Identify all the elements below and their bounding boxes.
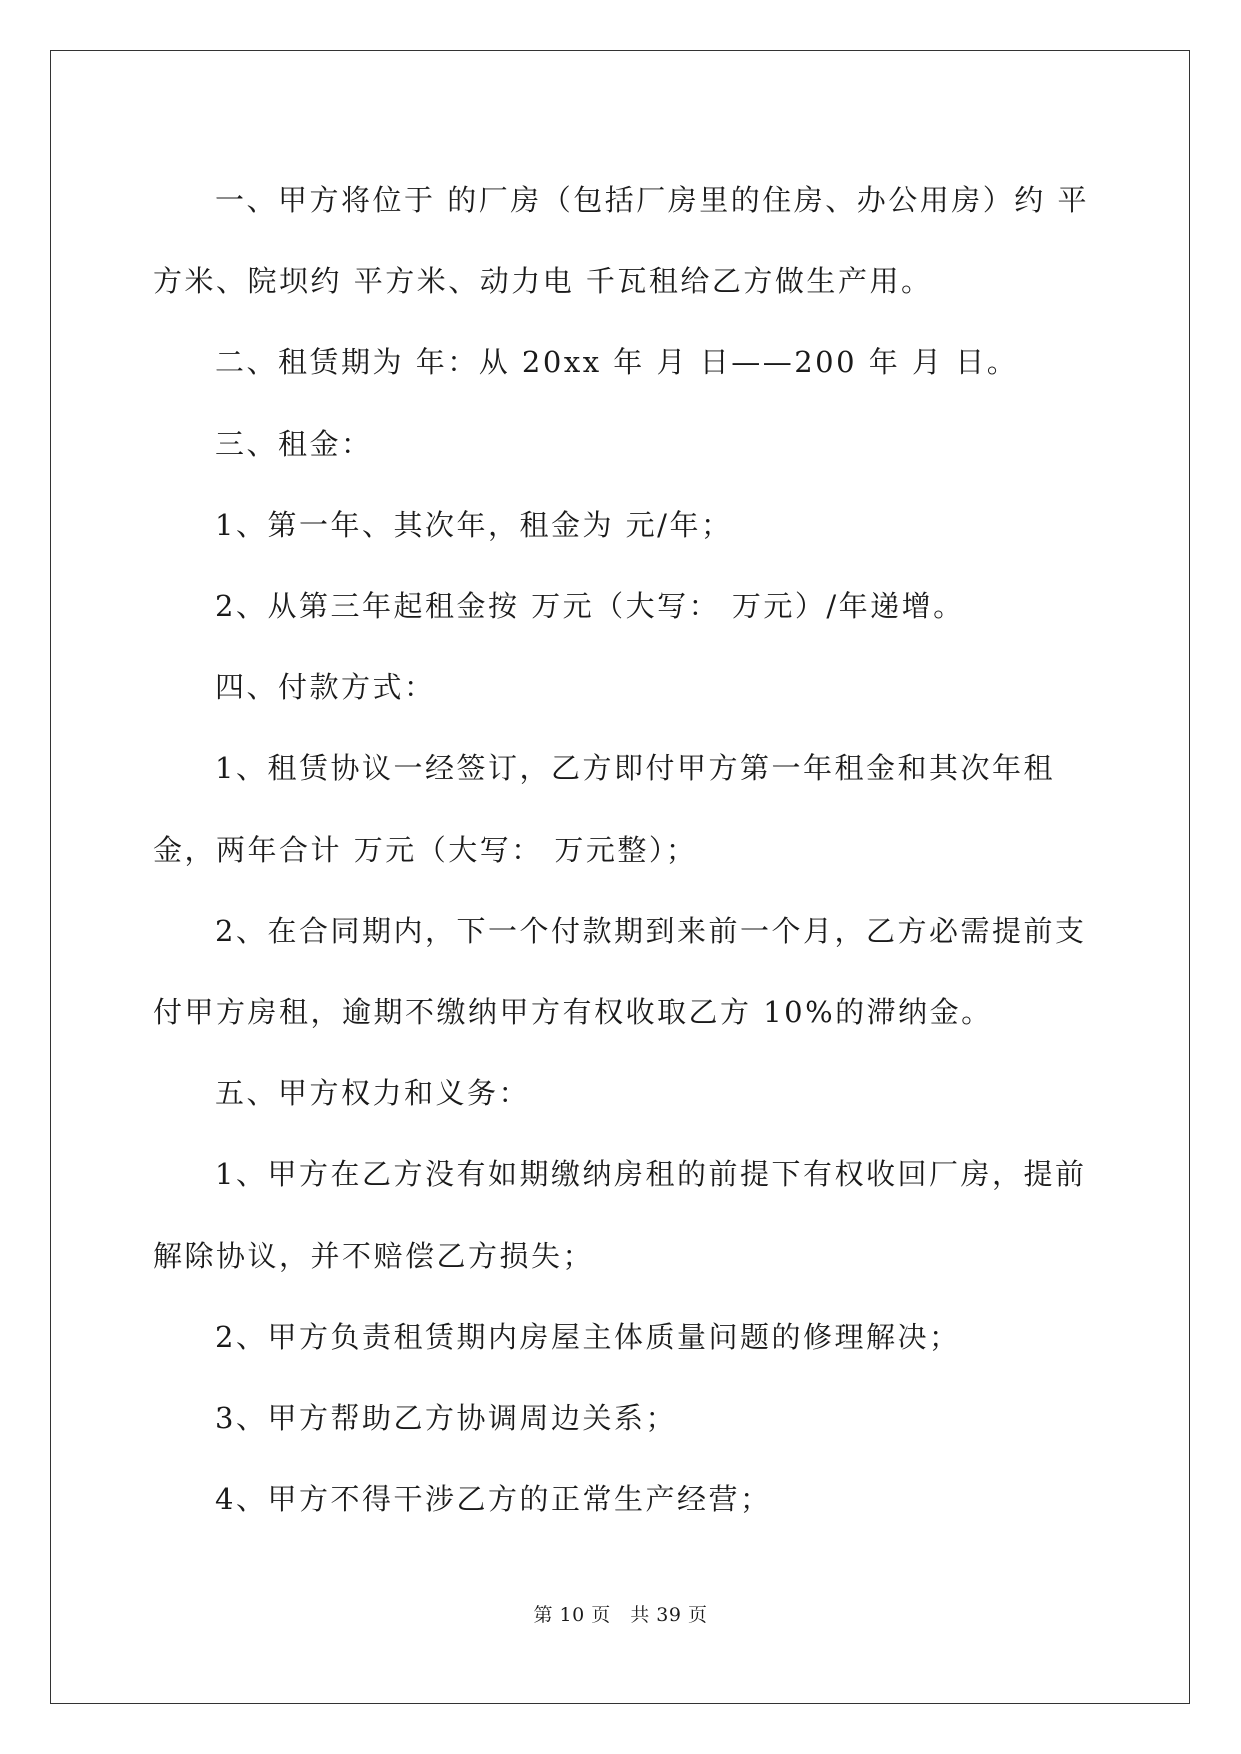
clause-5-heading: 五、甲方权力和义务： <box>215 1076 531 1111</box>
clause-3-heading: 三、租金： <box>215 426 373 461</box>
clause-4-heading: 四、付款方式： <box>215 670 436 705</box>
page-number-footer <box>0 1600 1241 1627</box>
clause-4-item-1: 1、租赁协议一经签订，乙方即付甲方第一年租金和其次年租金，两年合计 万元（大写： 万元整）； <box>153 751 1055 867</box>
document-body <box>153 160 1113 1540</box>
clause-5-item-3: 3、甲方帮助乙方协调周边关系； <box>215 1401 677 1436</box>
clause-5-item-1: 1、甲方在乙方没有如期缴纳房租的前提下有权收回厂房，提前解除协议，并不赔偿乙方损失； <box>153 1157 1087 1273</box>
page-number-label: 第 10 页 共 39 页 <box>533 1604 708 1626</box>
clause-3-item-1: 1、第一年、其次年，租金为 元/年； <box>215 507 733 542</box>
clause-3-item-2: 2、从第三年起租金按 万元（大写： 万元）/年递增。 <box>215 589 965 624</box>
clause-5-item-2: 2、甲方负责租赁期内房屋主体质量问题的修理解决； <box>215 1319 961 1354</box>
clause-1-premises: 一、甲方将位于 的厂房（包括厂房里的住房、办公用房）约 平方米、院坝约 平方米、动力电 千瓦租给乙方做生产用。 <box>153 183 1089 299</box>
clause-5-item-4: 4、甲方不得干涉乙方的正常生产经营； <box>215 1482 772 1517</box>
clause-2-term: 二、租赁期为 年：从 20xx 年 月 日——200 年 月 日。 <box>215 345 1019 380</box>
clause-4-item-2: 2、在合同期内，下一个付款期到来前一个月，乙方必需提前支付甲方房租，逾期不缴纳甲方有权收取乙方 10%的滞纳金。 <box>153 913 1087 1030</box>
